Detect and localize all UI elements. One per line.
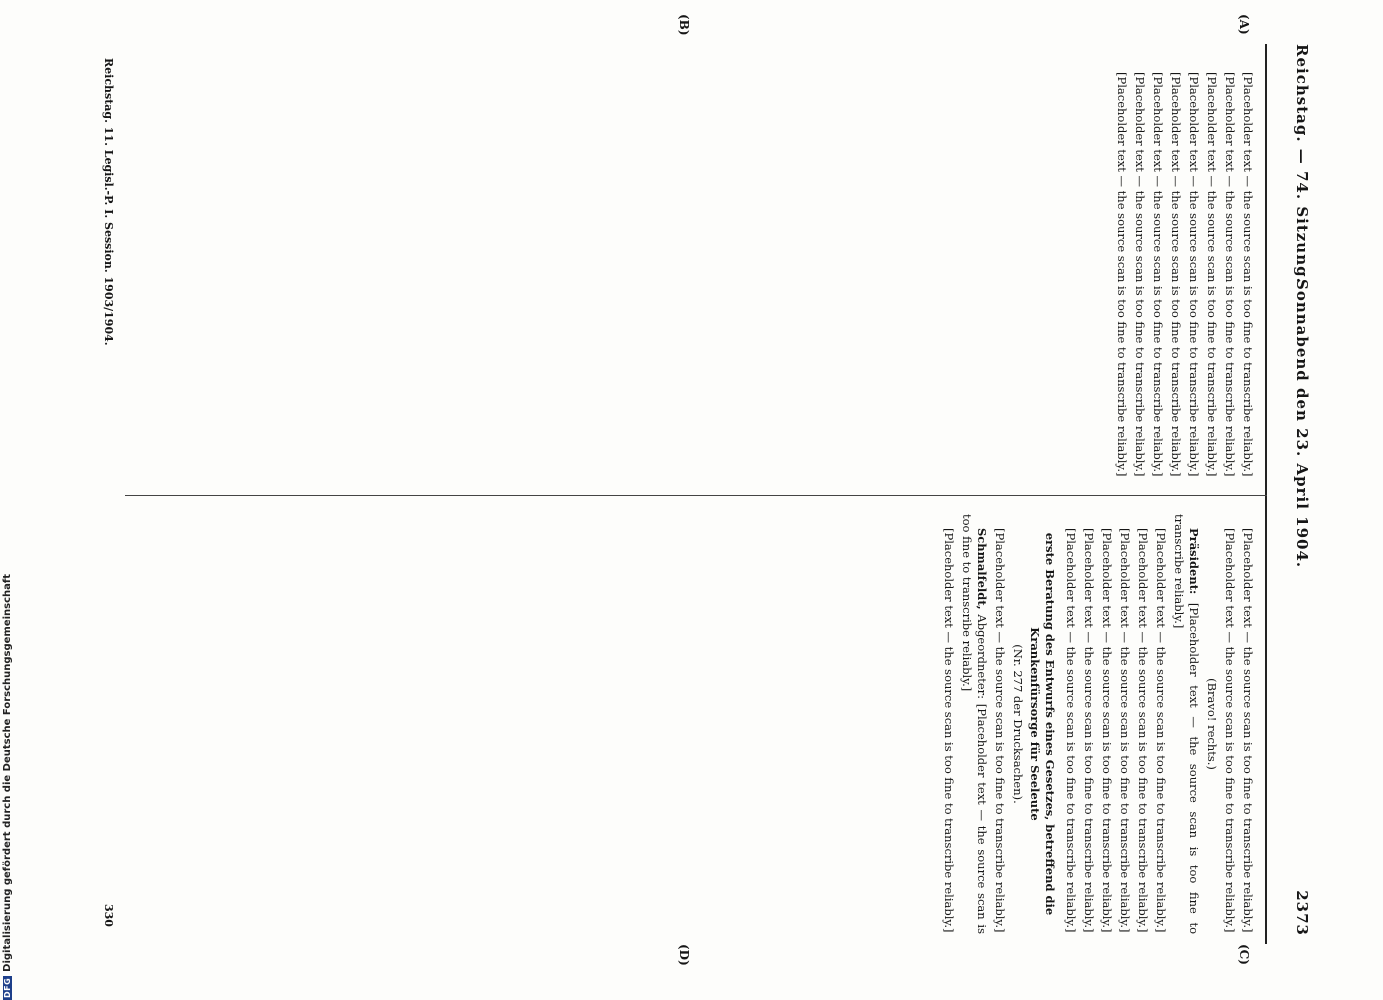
paragraph: [Placeholder text — the source scan is too fine to transcribe reliably.]	[1241, 72, 1255, 477]
paragraph: [Placeholder text — the source scan is too fine to transcribe reliably.]	[1100, 528, 1114, 933]
paragraph: [Placeholder text — the source scan is too fine to transcribe reliably.]	[1064, 528, 1078, 933]
paragraph: [Placeholder text — the source scan is too fine to transcribe reliably.]	[1154, 528, 1168, 933]
paragraph: [Placeholder text — the source scan is too fine to transcribe reliably.]	[1241, 528, 1255, 933]
rotated-sheet	[81, 14, 1311, 966]
page-header	[1285, 44, 1311, 944]
session-date: Sonnabend den 23. April 1904.	[1293, 279, 1311, 569]
paragraph: [Placeholder text — the source scan is too fine to transcribe reliably.]	[1133, 72, 1147, 477]
credit-text: Digitalisierung gefördert durch die Deutsche Forschungsgemeinschaft	[2, 573, 13, 972]
digitization-credit	[2, 573, 13, 1000]
paragraph: [Placeholder text — the source scan is too fine to transcribe reliably.]	[1223, 528, 1237, 933]
paragraph: [Placeholder text — the source scan is too fine to transcribe reliably.]	[1082, 528, 1096, 933]
right-column	[938, 514, 1255, 934]
agenda-subheading: (Nr. 277 der Drucksachen).	[1011, 644, 1025, 804]
margin-marker-b: (B)	[677, 14, 691, 36]
paragraph: [Placeholder text — the source scan is too fine to transcribe reliably.]	[1169, 72, 1183, 477]
paragraph: [Placeholder text — the source scan is too fine to transcribe reliably.]	[993, 528, 1007, 933]
speaker-name: Präsident:	[1187, 528, 1201, 595]
paragraph: [Placeholder text — the source scan is too fine to transcribe reliably.]	[1118, 528, 1132, 933]
paragraph: [Placeholder text — the source scan is too fine to transcribe reliably.]	[942, 528, 956, 933]
applause-note: (Bravo! rechts.)	[1205, 678, 1219, 770]
margin-marker-c: (C)	[1237, 944, 1251, 965]
paragraph: [Placeholder text — the source scan is too fine to transcribe reliably.]	[1115, 72, 1129, 477]
speaker-name: Schmalfeldt,	[975, 528, 989, 610]
speaker-paragraph	[959, 514, 989, 934]
speaker-paragraph	[1171, 514, 1201, 934]
agenda-heading: erste Beratung des Entwurfs eines Gesetzes, betreffend die Krankenfürsorge für Seeleute	[1028, 532, 1057, 916]
speaker-text: [Placeholder text — the source scan is too fine to transcribe reliably.]	[1172, 514, 1201, 934]
left-column	[1111, 58, 1255, 478]
header-rule	[1265, 44, 1267, 944]
paragraph: [Placeholder text — the source scan is too fine to transcribe reliably.]	[1223, 72, 1237, 477]
margin-marker-a: (A)	[1237, 14, 1251, 35]
speaker-role: Abgeordneter:	[975, 614, 989, 700]
column-divider	[125, 495, 1267, 496]
paragraph: [Placeholder text — the source scan is too fine to transcribe reliably.]	[1136, 528, 1150, 933]
paragraph: [Placeholder text — the source scan is too fine to transcribe reliably.]	[1205, 72, 1219, 477]
footer-reference: Reichstag. 11. Legisl.-P. I. Session. 1903/1904.	[102, 58, 115, 346]
footer-sheet-number: 330	[102, 904, 115, 927]
paragraph: [Placeholder text — the source scan is too fine to transcribe reliably.]	[1187, 72, 1201, 477]
speaker-text: [Placeholder text — the source scan is too fine to transcribe reliably.]	[960, 514, 989, 934]
session-title: Reichstag. — 74. Sitzung.	[1293, 44, 1311, 284]
paragraph: [Placeholder text — the source scan is too fine to transcribe reliably.]	[1151, 72, 1165, 477]
margin-marker-d: (D)	[677, 944, 691, 966]
page-number: 2373	[1293, 890, 1311, 936]
dfg-logo: DFG	[3, 977, 12, 998]
